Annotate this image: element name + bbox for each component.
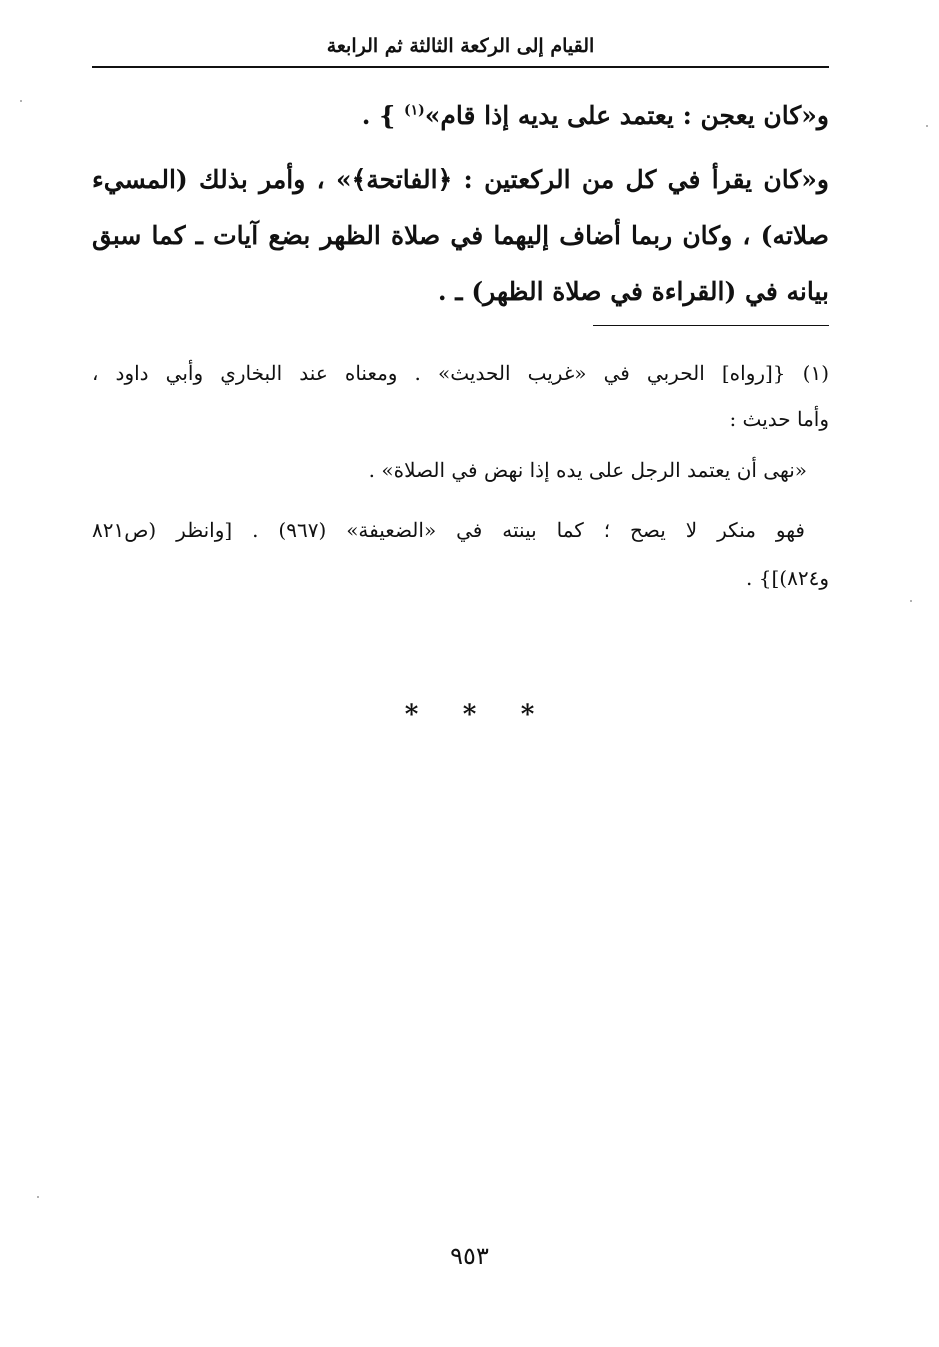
footnote-quote [92, 452, 829, 488]
footnote-line: و٨٢٤)]} . [746, 566, 829, 590]
footnote-line: فهو منكر لا يصح ؛ كما بينته في «الضعيفة» (٩٦٧) . [وانظر (ص٨٢١ [92, 518, 805, 542]
page-number: ٩٥٣ [450, 1242, 489, 1270]
paragraph-1-closing: } . [361, 101, 396, 130]
paragraph-2-line: بيانه في (القراءة في صلاة الظهر) ـ . [437, 277, 829, 306]
footnote-quote-line: «نهى أن يعتمد الرجل على يده إذا نهض في الصلاة» . [368, 458, 807, 482]
paragraph-1-text: و«كان يعجن : يعتمد على يديه إذا قام» [424, 101, 829, 130]
paragraph-2-line: و«كان يقرأ في كل من الركعتين : ﴿الفاتحة﴾» ، وأمر بذلك (المسيء [92, 165, 829, 194]
asterisk-icon: * [520, 700, 535, 730]
scan-speck [20, 100, 22, 102]
header-rule [92, 66, 829, 68]
section-divider-asterisks [0, 700, 939, 730]
paragraph-2-line: صلاته) ، وكان ربما أضاف إليهما في صلاة الظهر بضع آيات ـ كما سبق [92, 221, 829, 250]
scan-speck [926, 125, 928, 127]
paragraph-2 [92, 152, 829, 320]
asterisk-icon: * [462, 700, 477, 730]
scan-speck [910, 600, 912, 602]
paragraph-1-line [92, 96, 829, 136]
footnote-separator [593, 325, 829, 326]
footnote-2 [92, 506, 829, 602]
scan-speck [37, 1196, 39, 1198]
footnote-1 [92, 350, 829, 442]
footnote-line: (١) {[رواه] الحربي في «غريب الحديث» . ومعناه عند البخاري وأبي داود ، [92, 361, 829, 385]
running-header: القيام إلى الركعة الثالثة ثم الرابعة [326, 35, 595, 57]
paragraph-1 [92, 96, 829, 136]
footnote-line: وأما حديث : [729, 407, 829, 431]
asterisk-icon: * [404, 700, 419, 730]
footnote-marker[interactable]: (١) [403, 102, 425, 119]
